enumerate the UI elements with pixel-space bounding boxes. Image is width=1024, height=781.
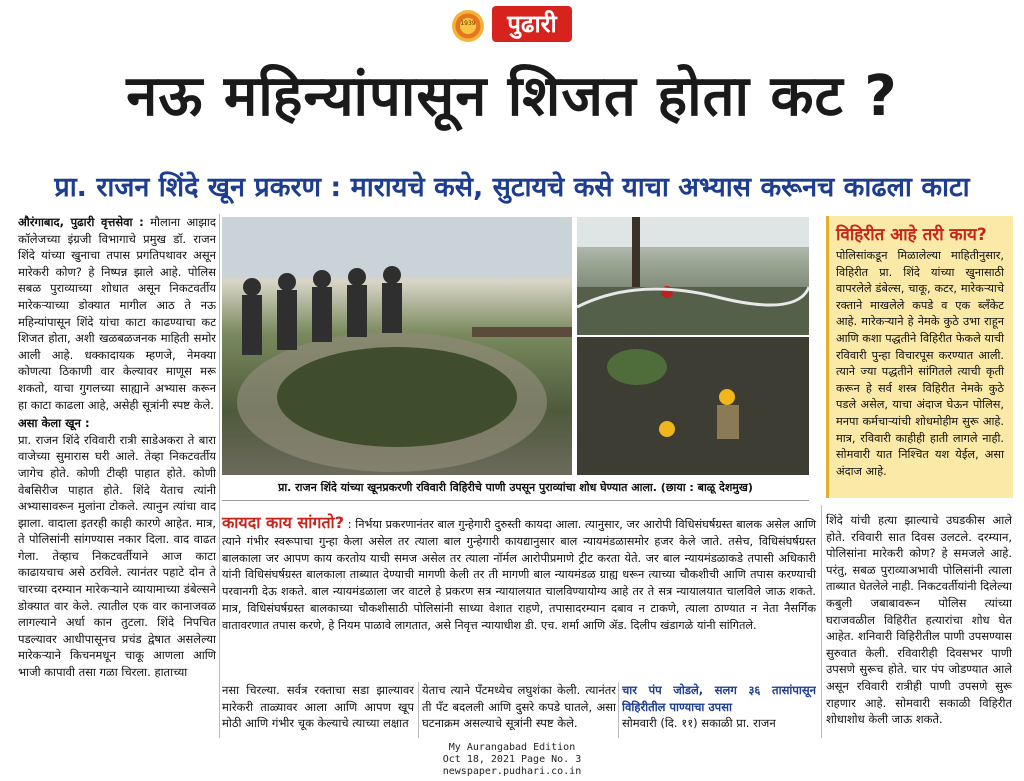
logo-emblem-text: 1939 xyxy=(460,20,476,27)
headline: नऊ महिन्यांपासून शिजत होता कट ? xyxy=(126,64,898,129)
column-divider xyxy=(618,682,619,738)
edition-date: Oct 18, 2021 Page No. 3 xyxy=(442,754,582,765)
sidebar-text: पोलिसांकडून मिळालेल्या माहितीनुसार, विहिरीत प्रा. शिंदे यांच्या खुनासाठी वापरलेले डंबेल्स, चाकू, कटर, मारेकऱ्याचे रक्ताने माखलेले कपडे व एक ब्लँकेट आहे. मारेकऱ्याने हे नेमके कुठे उभा राहून आणि कशा पद्धतीने विहिरीत फेकले याची रविवारी पुन्हा विचारपूस करण्यात आली. त्याने ज्या पद्धतीने सांगितले त्याची कृती करून हे सर्व शस्त्र विहिरीत नेमके कुठे पडले असेल, याचा अंदाज घेऊन पोलिस, मनपा कर्मचाऱ्यांची शोधमोहीम सुरू आहे. मात्र, रविवारी काहीही हाती लागले नाही. सोमवारी यात निश्चित यश येईल, असा अंदाज आहे. xyxy=(836,249,1004,478)
photo-pump-site xyxy=(577,217,809,335)
column-divider xyxy=(418,682,419,738)
right-column: शिंदे यांची हत्या झाल्याचे उघडकीस आले होते. रविवारी सात दिवस उलटले. दरम्यान, पोलिसांना मारेकरी कोण? हे समजले आहे. परंतु, सबळ पुराव्याअभावी पोलिसांनी त्याला ताब्यात घेतलेले नाही. निकटवर्तीयांनी दिलेल्या कबुली जबाबावरून पोलिस त्यांच्या घराजवळील विहिरीत हत्यारांचा शोध घेत आहेत. शनिवारी विहिरीतील पाणी उपसण्यास सुरुवात केली. रविवारीही दिवसभर पाणी उपसणे सुरूच होते. चार पंप जोडण्यात आले असून रविवारी रात्रीही पाणी उपसणे सुरू राहणार आहे. सोमवारी सकाळी विहिरीत शोधाशोध केली जाऊ शकते. xyxy=(826,513,1012,727)
photo-crowd-at-well-illustration xyxy=(222,217,572,475)
photo-crowd-at-well xyxy=(222,217,572,475)
subheadline: प्रा. राजन शिंदे खून प्रकरण : मारायचे कसे, सुटायचे कसे याचा अभ्यास करूनच काढला काटा xyxy=(54,172,970,203)
law-text-block xyxy=(222,515,816,635)
photo-inside-well xyxy=(577,337,809,475)
section-subhead: असा केला खून : xyxy=(18,416,90,431)
mid-column-1: नसा चिरल्या. सर्वत्र रक्ताचा सडा झाल्यावर मारेकरी ताळ्यावर आला आणि आपण खूप मोठी आणि गंभीर चूक केल्याचे त्याच्या लक्षात xyxy=(222,683,414,731)
masthead xyxy=(0,0,1024,60)
law-text: : निर्भया प्रकरणानंतर बाल गुन्हेगारी दुरुस्ती कायदा आला. त्यानुसार, जर आरोपी विधिसंघर्षग्रस्त बालक असेल आणि त्याने गंभीर स्वरूपाचा गुन्हा केला असेल तर त्याला बाल गुन्हेगारी कायद्यानुसार बाल न्यायमंडळासमोर हजर केले जाते. तसेच, विधिसंघर्षग्रस्त बालकाला जर आपण काय करतोय याची समज असेल तर त्याला नॉर्मल आरोपीप्रमाणे ट्रीट करता येते. जर बाल न्यायमंडळाकडे तपासी अधिकारी यांनी विधिसंघर्षग्रस्त बालकाला ताब्यात देण्याची मागणी केली तर ती मागणी बाल न्यायमंडळ ग्राह्य धरून त्याच्या चौकशीची आणि तपास करण्याची परवानगी देऊ शकते. बाल न्यायमंडळाला जर वाटले हे प्रकरण सत्र न्यायालयात चालविण्यायोग्य आहे तर ते सत्र न्यायालयात चालविले जाऊ शकते. मात्र, विधिसंघर्षग्रस्त बालकाच्या चौकशीसाठी पोलिसांनी साध्या वेशात राहणे, तपासादरम्यान दबाव न टाकणे, त्याला ठाण्यात न नेता नैसर्गिक वातावरणात तपास करणे, हे नियम पाळावे लागतात, असे निवृत्त न्यायाधीश डी. एच. शर्मा आणि ॲड. दिलीप खंडागळे यांनी सांगितले. xyxy=(222,518,817,632)
left-column xyxy=(18,214,216,734)
photo-inside-well-illustration xyxy=(577,337,809,475)
edition-footer xyxy=(0,742,1024,778)
body-text: प्रा. राजन शिंदे रविवारी रात्री साडेअकरा ते बारा वाजेच्या सुमारास घरी आले. तेव्हा निकटवर्तीय जागेच होते. कोणी टीव्ही पाहात होते. कोणी वेबसिरीज पाहात होते. शिंदे येताच त्यांनी अभ्यासावरून मुलांना टोकले. त्यानुन त्यांचा वाद झाला. वादाला इतरही काही कारणे आहेत. मात्र, ते पोलिसांनी सांगण्यास नकार दिला. वाद वाढत गेला. तेव्हाच निकटवर्तीयाने आज काटा काढायचाच असे ठरविले. त्यानंतर पहाटे दोन ते चारच्या दरम्यान मारेकऱ्याने व्यायामाच्या डंबेल्सने डोक्यात वार केले. त्यातील एक वार कानाजवळ लागल्याने अर्धा कान तुटला. शिंदे निपचित पडल्यावर आधीपासूनच प्रचंड द्वेषात असलेल्या मारेकऱ्याने किचनमधून चाकू आणला आणि भाजी कापावी तसा गळा चिरला. हाताच्या xyxy=(18,432,216,680)
edition-url[interactable]: newspaper.pudhari.co.in xyxy=(442,766,582,777)
law-title: कायदा काय सांगतो? xyxy=(222,513,344,532)
column-divider xyxy=(821,505,822,738)
dateline: औरंगाबाद, पुढारी वृत्तसेवा : xyxy=(18,215,144,229)
law-box xyxy=(222,515,816,675)
photo-pump-site-illustration xyxy=(577,217,809,335)
newspaper-logo[interactable]: पुढारी xyxy=(492,6,572,42)
intro-text: मौलाना आझाद कॉलेजच्या इंग्रजी विभागाचे प्रमुख डॉ. राजन शिंदे यांच्या खुनाचा तपास प्रगतिपथावर असून मारेकरी कोण? हे निष्पन्न झाले आहे. पोलिस सबळ पुराव्याच्या शोधात असून निकटवर्तीय मारेकऱ्याच्या डोक्यात मागील आठ ते नऊ महिन्यांपासून शिंदे यांचा काटा काढण्याचा कट शिजत होता, अशी खळबळजनक माहिती समोर आली आहे. धक्कादायक म्हणजे, नेमक्या कोणत्या ठिकाणी वार केल्यावर माणूस मरू शकतो, याचा गुगलच्या साह्याने अभ्यास करून हा काटा काढला आहे, असेही सूत्रांनी स्पष्ट केले. xyxy=(18,215,216,412)
mid-column-2: येताच त्याने पँटमध्येच लघुशंका केली. त्यानंतर ती पँट बदलली आणि दुसरे कपडे घातले, असा घटनाक्रम असल्याचे सूत्रांनी स्पष्ट केले. xyxy=(422,683,616,731)
photo-caption: प्रा. राजन शिंदे यांच्या खूनप्रकरणी रविवारी विहिरीचे पाणी उपसून पुराव्यांचा शोध घेण्यात आला. (छाया : बाळू देशमुख) xyxy=(222,476,809,501)
edition-name: My Aurangabad Edition xyxy=(448,742,576,753)
column-divider xyxy=(219,214,220,738)
story-body: सोमवारी (दि. ११) सकाळी प्रा. राजन xyxy=(622,716,776,731)
sidebar-title: विहिरीत आहे तरी काय? xyxy=(836,225,987,245)
mid-column-3 xyxy=(622,682,816,738)
story-headline: चार पंप जोडले, सलग ३६ तासांपासून विहिरीतील पाण्याचा उपसा xyxy=(622,683,816,714)
